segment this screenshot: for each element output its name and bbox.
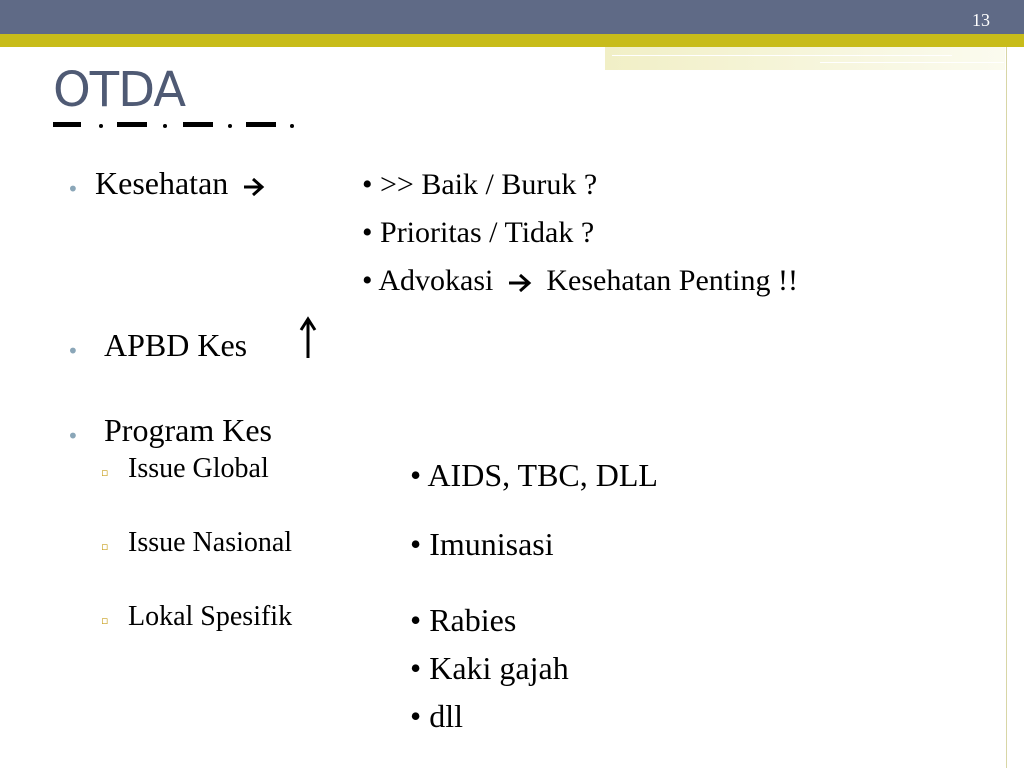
- sub-item-lokal-spesifik: Lokal Spesifik: [128, 601, 293, 632]
- square-bullet-icon: ▫: [101, 614, 109, 627]
- list-item-label: Kesehatan: [95, 165, 229, 201]
- program-point: • Rabies: [410, 602, 517, 638]
- list-item-kesehatan: [95, 167, 266, 199]
- header-fade-line: [820, 62, 1004, 63]
- right-arrow-icon: [507, 272, 533, 294]
- square-bullet-icon: ▫: [101, 466, 109, 479]
- right-arrow-icon: [242, 176, 266, 198]
- right-border-line: [1006, 47, 1007, 768]
- bullet-dot: •: [67, 424, 79, 448]
- page-number: 13: [972, 10, 990, 30]
- kesehatan-point: • Prioritas / Tidak ?: [362, 216, 595, 249]
- kesehatan-point-label: Kesehatan Penting !!: [546, 264, 798, 297]
- program-point: • AIDS, TBC, DLL: [410, 457, 658, 493]
- header-bar: [0, 0, 1024, 34]
- header-accent-band: [0, 34, 1024, 47]
- header-fade-band: [605, 47, 1005, 70]
- list-item-program-kes: [104, 414, 272, 446]
- list-item-apbd: [104, 329, 247, 361]
- kesehatan-point-label: • Advokasi: [362, 264, 494, 297]
- square-bullet-icon: ▫: [101, 540, 109, 553]
- bullet-dot: •: [67, 177, 79, 201]
- bullet-dot: •: [67, 339, 79, 363]
- program-point: • dll: [410, 698, 463, 734]
- program-point: • Kaki gajah: [410, 650, 569, 686]
- sub-item-issue-global: Issue Global: [128, 453, 269, 484]
- slide-title: OTDA: [53, 62, 186, 118]
- list-item-label: APBD Kes: [104, 327, 248, 363]
- list-item-label: Program Kes: [104, 412, 272, 448]
- kesehatan-point-advokasi: [362, 266, 798, 296]
- program-point: • Imunisasi: [410, 526, 554, 562]
- up-arrow-icon: [298, 316, 318, 360]
- header-fade-line: [612, 55, 952, 56]
- sub-item-issue-nasional: Issue Nasional: [128, 527, 293, 558]
- kesehatan-point: • >> Baik / Buruk ?: [362, 168, 598, 201]
